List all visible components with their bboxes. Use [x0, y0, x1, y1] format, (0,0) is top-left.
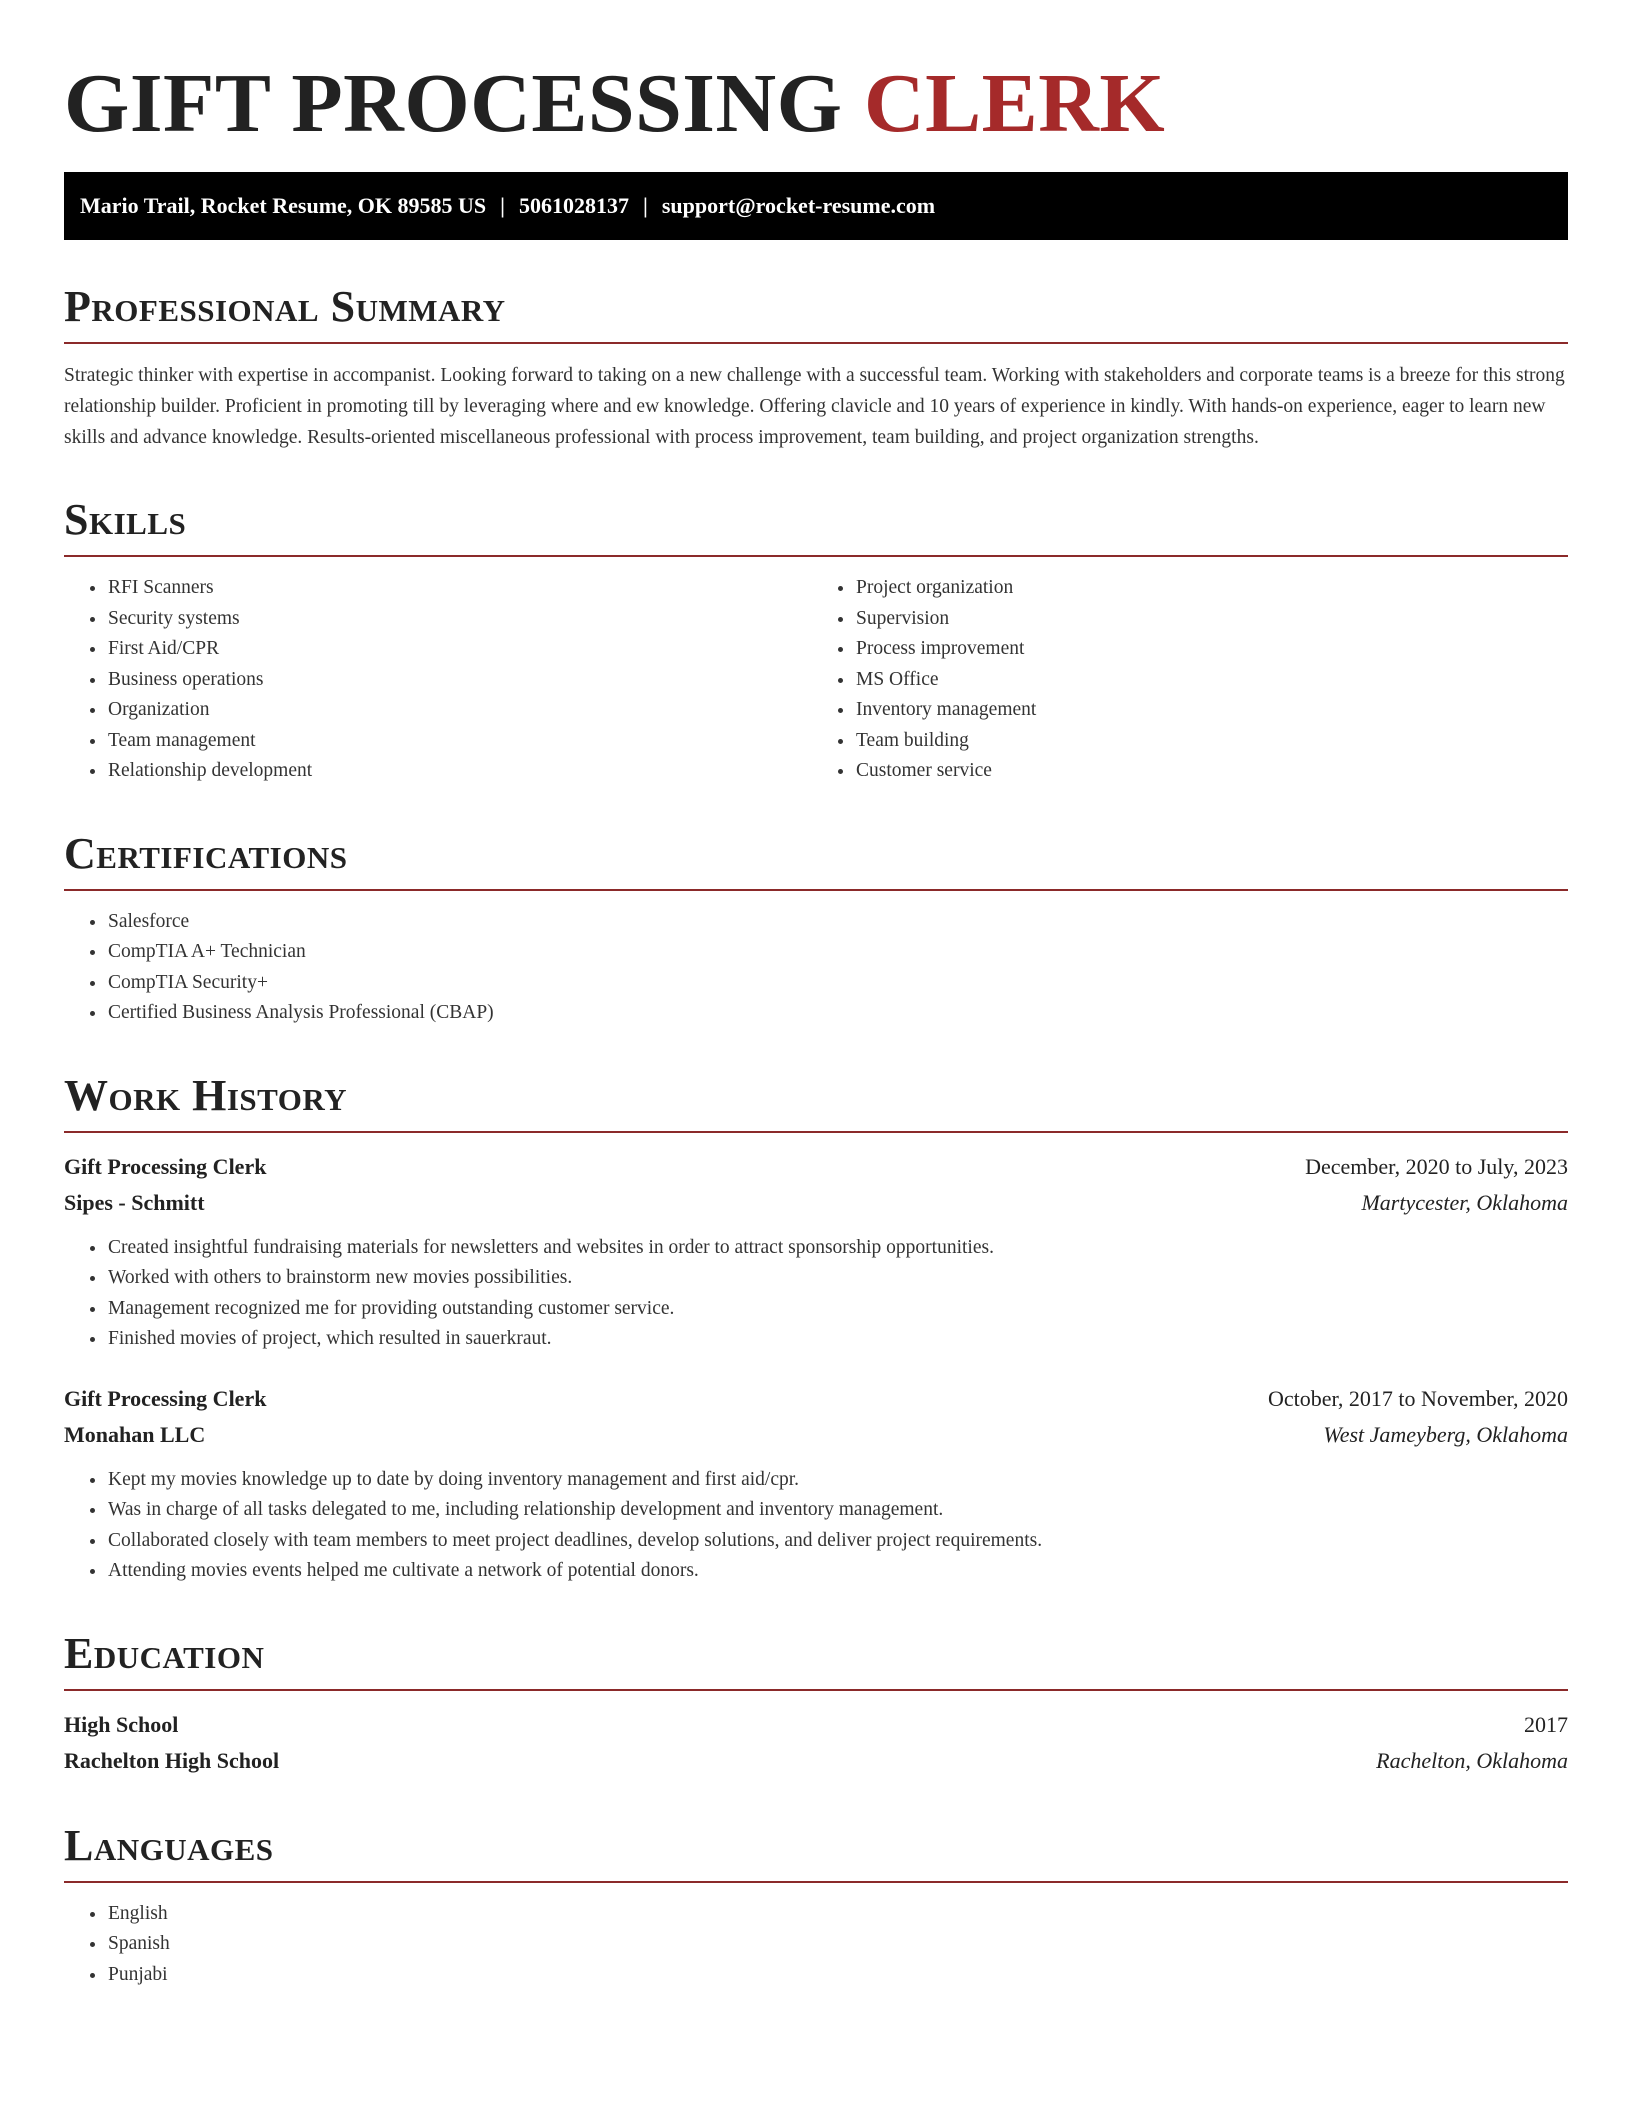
education-section [64, 1628, 1568, 1779]
job-title: Gift Processing Clerk [64, 1153, 267, 1179]
skill-item: • Business operations [107, 665, 816, 696]
job-duty: • Was in charge of all tasks delegated to me, including relationship development and inventory management. [107, 1495, 1568, 1526]
skill-item: • Team management [107, 726, 816, 757]
summary-text: Strategic thinker with expertise in accompanist. Looking forward to taking on a new challenge with a successful team. Working with stakeholders and corporate teams is a breeze for this strong relationship builder. Proficient in promoting till by leveraging where and ew knowledge. Offering clavicle and 10 years of experience in kindly. With hands-on experience, eager to learn new skills and advance knowledge. Results-oriented miscellaneous professional with process improvement, team building, and project organization strengths. [64, 365, 1565, 448]
contact-separator: | [643, 193, 648, 218]
skill-item: • Supervision [855, 604, 1568, 635]
education-entry [64, 1707, 1568, 1779]
skill-item: • Organization [107, 695, 816, 726]
language-item: • English [107, 1899, 1568, 1930]
job-duty: • Created insightful fundraising materials for newsletters and websites in order to attract sponsorship opportunities. [107, 1233, 1568, 1264]
languages-list [64, 1899, 1568, 1991]
section-heading: Education [64, 1631, 1568, 1691]
education-location: Rachelton, Oklahoma [1376, 1747, 1568, 1773]
job-duties [64, 1233, 1568, 1355]
skill-item: • RFI Scanners [107, 573, 816, 604]
certification-item: • Certified Business Analysis Professional (CBAP) [107, 998, 1568, 1029]
job-duty: • Management recognized me for providing outstanding customer service. [107, 1294, 1568, 1325]
certification-item: • CompTIA A+ Technician [107, 937, 1568, 968]
job-dates: October, 2017 to November, 2020 [1267, 1385, 1568, 1411]
title-main: GIFT PROCESSING [64, 57, 843, 150]
language-item: • Punjabi [107, 1960, 1568, 1991]
skills-list-right [816, 573, 1568, 787]
job-duty: • Finished movies of project, which resulted in sauerkraut. [107, 1324, 1568, 1355]
job-entry [64, 1381, 1568, 1587]
section-heading: Skills [64, 497, 1568, 557]
contact-bar [64, 172, 1568, 240]
section-heading: Professional Summary [64, 284, 1568, 344]
certification-item: • Salesforce [107, 907, 1568, 938]
skill-item: • Project organization [855, 573, 1568, 604]
resume-title [64, 58, 1568, 150]
section-heading: Certifications [64, 831, 1568, 891]
skill-item: • First Aid/CPR [107, 634, 816, 665]
job-duties [64, 1465, 1568, 1587]
skill-item: • Security systems [107, 604, 816, 635]
contact-email: support@rocket-resume.com [661, 193, 936, 218]
job-location: Martycester, Oklahoma [1361, 1189, 1568, 1215]
languages-section [64, 1820, 1568, 1991]
job-company: Monahan LLC [64, 1421, 206, 1447]
job-duty: • Worked with others to brainstorm new movies possibilities. [107, 1263, 1568, 1294]
section-heading: Languages [64, 1823, 1568, 1883]
job-duty: • Kept my movies knowledge up to date by doing inventory management and first aid/cpr. [107, 1465, 1568, 1496]
education-school: Rachelton High School [64, 1747, 280, 1773]
skill-item: • Team building [855, 726, 1568, 757]
contact-phone: 5061028137 [519, 193, 629, 218]
skill-item: • Inventory management [855, 695, 1568, 726]
skills-section [64, 497, 1568, 787]
education-year: 2017 [1524, 1711, 1568, 1737]
skill-item: • MS Office [855, 665, 1568, 696]
skills-list-left [64, 573, 816, 787]
job-location: West Jameyberg, Oklahoma [1323, 1421, 1568, 1447]
job-title: Gift Processing Clerk [64, 1385, 267, 1411]
job-duty: • Collaborated closely with team members to meet project deadlines, develop solutions, and deliver project requirements. [107, 1526, 1568, 1557]
skill-item: • Process improvement [855, 634, 1568, 665]
work-history-section [64, 1070, 1568, 1587]
skill-item: • Relationship development [107, 756, 816, 787]
section-heading: Work History [64, 1073, 1568, 1133]
job-company: Sipes - Schmitt [64, 1189, 205, 1215]
contact-separator: | [500, 193, 505, 218]
title-accent: CLERK [863, 57, 1166, 150]
summary-section [64, 284, 1568, 453]
language-item: • Spanish [107, 1929, 1568, 1960]
job-entry [64, 1149, 1568, 1355]
job-duty: • Attending movies events helped me cultivate a network of potential donors. [107, 1556, 1568, 1587]
certification-item: • CompTIA Security+ [107, 968, 1568, 999]
certifications-list [64, 907, 1568, 1029]
skill-item: • Customer service [855, 756, 1568, 787]
certifications-section [64, 828, 1568, 1029]
education-degree: High School [64, 1711, 179, 1737]
job-dates: December, 2020 to July, 2023 [1305, 1153, 1568, 1179]
contact-address: Mario Trail, Rocket Resume, OK 89585 US [80, 193, 487, 218]
